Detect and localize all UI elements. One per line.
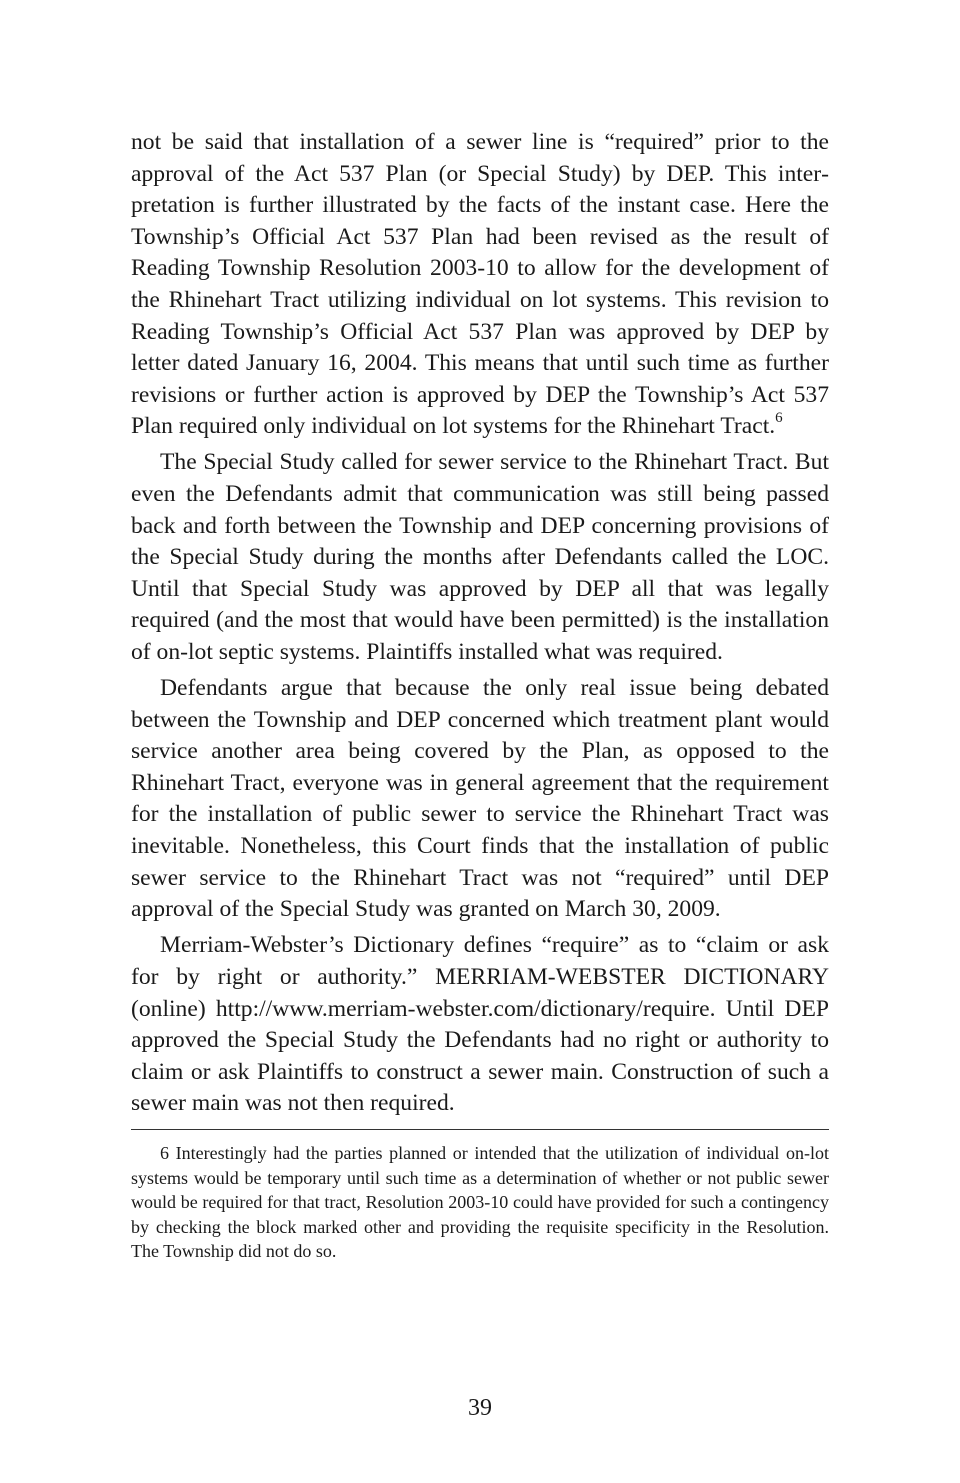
page-content xyxy=(131,127,829,1264)
footnote xyxy=(131,1141,829,1264)
paragraph-3: Defendants argue that because the only real issue being debated between the Township and DEP concerned which treatment plant would service another area being covered by the Plan, as opposed to the Rhinehart Tract, everyone was in general agreement that the requirement for the installation of public sewer to service the Rhinehart Tract was inevitable. Nonetheless, this Court finds that the installation of public sewer service to the Rhinehart Tract was not “required” until DEP approval of the Special Study was granted on March 30, 2009. xyxy=(131,675,829,923)
footnote-text: Interestingly had the parties planned or intended that the utilization of individual on-lot systems would be temporary until such time as a determination of whether or not public sewer would be required for that tract, Resolution 2003-10 could have provided for such a contingency by checking the block marked other and providing the requisite specificity in the Resolution. The Township did not do so. xyxy=(131,1142,830,1262)
page-number: 39 xyxy=(468,1395,492,1421)
paragraph-1-text: not be said that installation of a sewer line is “required” prior to the approval of the Act 537 Plan (or Special Study) by DEP. This interpretation is further illustrated by the facts of the instant case. Here the Township’s Official Act 537 Plan had been revised as the result of Reading Township Resolution 2003-10 to allow for the development of the Rhinehart Tract utilizing individual on lot systems. This revision to Reading Township’s Official Act 537 Plan was approved by DEP by letter dated January 16, 2004. This means that until such time as further revisions or further action is approved by DEP the Township’s Act 537 Plan required only individual on lot systems for the Rhinehart Tract. xyxy=(131,129,829,440)
paragraph-2: The Special Study called for sewer service to the Rhinehart Tract. But even the Defendants admit that communication was still being passed back and forth between the Township and DEP concerning provisions of the Special Study during the months after Defendants called the LOC. Until that Special Study was approved by DEP all that was legally required (and the most that would have been permitted) is the installation of on-lot septic systems. Plaintiffs installed what was required. xyxy=(131,449,829,665)
body-text xyxy=(131,127,829,1120)
footnote-reference[interactable]: 6 xyxy=(775,410,783,427)
footnote-divider xyxy=(131,1129,829,1130)
footnote-number: 6 xyxy=(160,1142,169,1163)
paragraph-4: Merriam-Webster’s Dictionary defines “require” as to “claim or ask for by right or authority.” MERRIAM-WEBSTER DICTIONARY (online) http://www.merriam-webster.com/dictionary/require. Until DEP approved the Special Study the Defendants had no right or authority to claim or ask Plaintiffs to construct a sewer main. Construction of such a sewer main was not then required. xyxy=(131,932,829,1117)
paragraph-1 xyxy=(131,127,829,443)
